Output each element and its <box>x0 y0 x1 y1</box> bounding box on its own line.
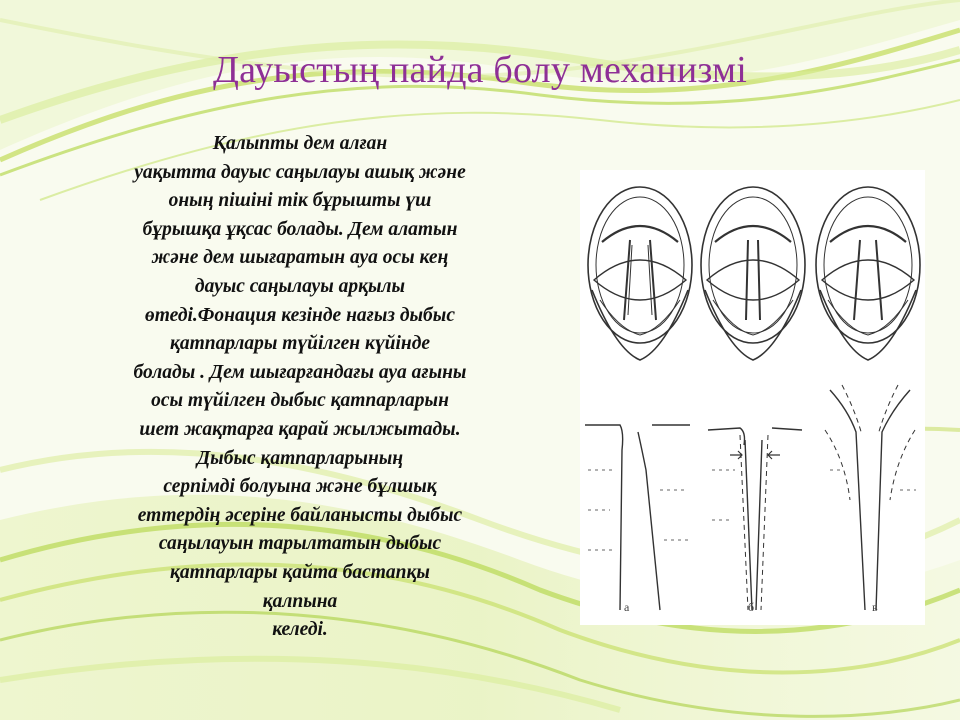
section-a <box>585 425 690 610</box>
slide-title: Дауыстың пайда болу механизмі <box>212 49 748 91</box>
body-line: болады . Дем шығарғандағы ауа ағыны <box>133 361 467 383</box>
body-line: дауыс саңылауы арқылы <box>194 275 406 297</box>
body-line: саңылауын тарылтатын дыбыс <box>158 533 442 555</box>
section-b <box>708 428 802 610</box>
body-line: серпімді болуына және бұлшық <box>163 476 437 498</box>
body-line: шет жақтарға қарай жылжытады. <box>139 418 461 440</box>
body-line: Дыбыс қатпарларының <box>196 447 404 469</box>
body-line: бұрышқа ұқсас болады. Дем алатын <box>142 218 458 240</box>
vocal-folds-figure <box>580 170 925 625</box>
body-text <box>60 130 540 645</box>
body-line: еттердің әсеріне байланысты дыбыс <box>137 504 463 526</box>
body-line: өтеді.Фонация кезінде нағыз дыбыс <box>145 304 455 326</box>
larynx-view-b <box>701 187 805 360</box>
body-line: және дем шығаратын ауа осы кең <box>151 247 449 269</box>
body-line: қатпарлары қайта бастапқы <box>170 561 430 583</box>
body-line: қатпарлары түйілген күйінде <box>169 333 431 355</box>
body-line: қалпына <box>262 590 338 612</box>
larynx-view-c <box>816 187 920 360</box>
section-c <box>825 385 916 610</box>
body-line: Қалыпты дем алған <box>212 133 388 154</box>
body-line: уақытта дауыс саңылауы ашық және <box>134 161 466 183</box>
figure-label-c: в <box>872 600 878 614</box>
larynx-view-a <box>588 187 692 360</box>
figure-label-b: б <box>748 600 755 614</box>
body-line: осы түйілген дыбыс қатпарларын <box>151 390 449 412</box>
figure-label-a: а <box>624 600 630 614</box>
body-line: келеді. <box>272 619 328 641</box>
body-line: оның пішіні тік бұрышты үш <box>168 190 432 212</box>
